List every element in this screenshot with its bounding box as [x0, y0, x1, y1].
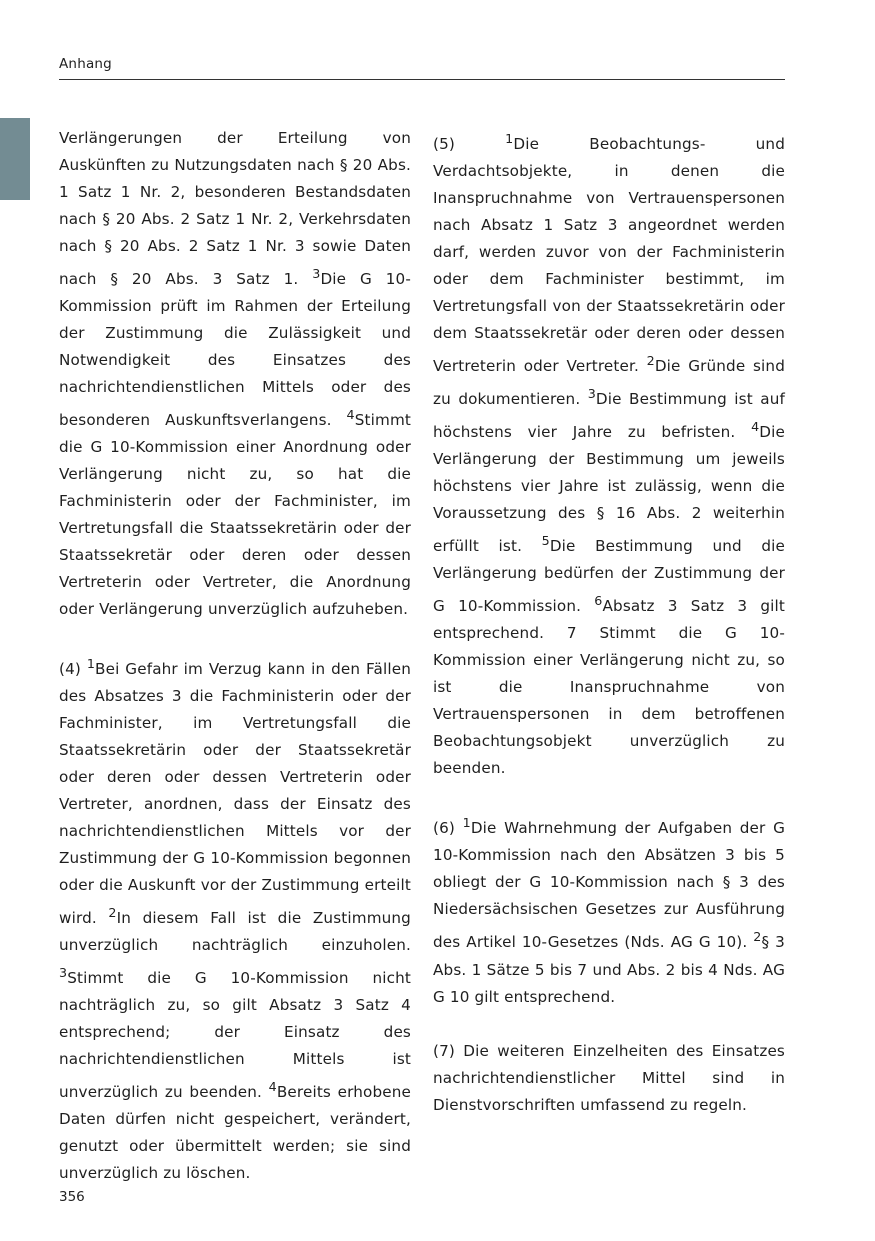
- text-run: (7) Die weiteren Einzelheiten des Einsatzes nachrichtendienstlicher Mittel sind in Dienstvorschriften umfassend zu regeln.: [433, 1041, 785, 1114]
- sentence-number: 3: [587, 386, 596, 402]
- text-run: Die G 10-Kommission prüft im Rahmen der Erteilung der Zustimmung die Zulässigkeit und Notwendigkeit des Einsatzes des nachrichtendienstlichen Mittels oder des besonderen Auskunftsverlangens.: [59, 270, 412, 430]
- sentence-number: 6: [594, 593, 603, 609]
- paragraph-number: (5): [433, 135, 506, 154]
- sentence-number: 4: [751, 419, 760, 435]
- sentence-number: 1: [462, 815, 471, 831]
- left-column: [59, 125, 411, 1187]
- paragraph-number: (4): [59, 660, 87, 679]
- text-run: Die Beobachtungs- und Verdachtsobjekte, in denen die Inanspruchnahme von Vertrauenspersonen nach Absatz 1 Satz 3 angeordnet werden darf, werden zuvor von der Fachministerin oder dem Fachminister bestimmt, im Vertretungsfall von der Staatssekretärin oder dem Staatssekretär oder deren oder dessen Vertreterin oder Vertreter.: [433, 135, 785, 376]
- sentence-number: 1: [86, 656, 96, 672]
- sentence-number: 5: [541, 533, 550, 549]
- paragraph-6: [433, 809, 785, 1010]
- text-run: Bei Gefahr im Verzug kann in den Fällen des Absatzes 3 die Fachministerin oder der Fachminister, im Vertretungsfall die Staatssekretärin oder der Staatssekretär oder deren oder dessen Vertreterin oder Vertreter, anordnen, dass der Einsatz des nachrichtendienstlichen Mittels vor der Zustimmung der G 10-Kommission begonnen oder die Auskunft vor der Zustimmung erteilt wird.: [59, 660, 411, 928]
- text-run: Die Bestimmung ist auf höchstens vier Jahre zu befristen.: [433, 390, 785, 442]
- text-run: Bereits erhobene Daten dürfen nicht gespeichert, verändert, genutzt oder übermittelt werden; sie sind unverzüglich zu löschen.: [59, 1083, 411, 1183]
- running-header: Anhang: [59, 56, 112, 72]
- page-number: 356: [59, 1189, 85, 1205]
- text-run: Absatz 3 Satz 3 gilt entsprechend. 7 Stimmt die G 10-Kommission einer Verlängerung nicht zu, so ist die Inanspruchnahme von Vertrauenspersonen in dem betroffenen Beobachtungsobjekt unverzüglich zu beenden.: [433, 597, 785, 778]
- text-run: Die Gründe sind zu dokumentieren.: [433, 357, 785, 409]
- header-rule: [59, 79, 785, 80]
- paragraph-4: [59, 650, 411, 1187]
- text-run: Die Wahrnehmung der Aufgaben der G 10-Kommission nach den Absätzen 3 bis 5 obliegt der G 10-Kommission nach § 3 des Niedersächsischen Gesetzes zur Ausführung des Artikel 10-Gesetzes (Nds. AG G 10).: [433, 819, 785, 952]
- paragraph-7: [433, 1038, 785, 1119]
- paragraph-number: (6): [433, 819, 463, 838]
- text-run: In diesem Fall ist die Zustimmung unverzüglich nachträglich einzuholen.: [59, 909, 411, 955]
- right-column: [433, 125, 785, 1119]
- sentence-number: 4: [268, 1079, 277, 1095]
- text-run: Die Verlängerung der Bestimmung um jeweils höchstens vier Jahre ist zulässig, wenn die Voraussetzung des § 16 Abs. 2 weiterhin erfüllt ist.: [433, 423, 785, 556]
- paragraph-3-continued: [59, 125, 411, 623]
- section-tab-marker: [0, 118, 30, 200]
- text-run: § 3 Abs. 1 Sätze 5 bis 7 und Abs. 2 bis 4 Nds. AG G 10 gilt entsprechend.: [433, 933, 785, 1006]
- text-run: Stimmt die G 10-Kommission einer Anordnung oder Verlängerung nicht zu, so hat die Fachministerin oder der Fachminister, im Vertretungsfall die Staatssekretärin oder der Staatssekretär oder deren oder dessen Vertreterin oder Vertreter, die Anordnung oder Verlängerung unverzüglich aufzuheben.: [59, 411, 411, 619]
- text-run: Stimmt die G 10-Kommission nicht nachträglich zu, so gilt Absatz 3 Satz 4 entsprechend; der Einsatz des nachrichtendienstlichen Mittels ist unverzüglich zu beenden.: [59, 969, 411, 1102]
- sentence-number: 2: [108, 905, 117, 921]
- sentence-number: 4: [346, 407, 355, 423]
- text-run: Die Bestimmung und die Verlängerung bedürfen der Zustimmung der G 10-Kommission.: [433, 537, 786, 616]
- text-run: Verlängerungen der Erteilung von Auskünften zu Nutzungsdaten nach § 20 Abs. 1 Satz 1 Nr. 2, besonderen Bestandsdaten nach § 20 Abs. 2 Satz 1 Nr. 2, Verkehrsdaten nach § 20 Abs. 2 Satz 1 Nr. 3 sowie Daten nach § 20 Abs. 3 Satz 1.: [59, 129, 411, 289]
- paragraph-5: [433, 125, 785, 782]
- sentence-number: 1: [505, 131, 514, 146]
- sentence-number: 3: [59, 965, 68, 981]
- sentence-number: 2: [646, 353, 655, 369]
- sentence-number: 2: [753, 929, 762, 945]
- sentence-number: 3: [312, 266, 321, 281]
